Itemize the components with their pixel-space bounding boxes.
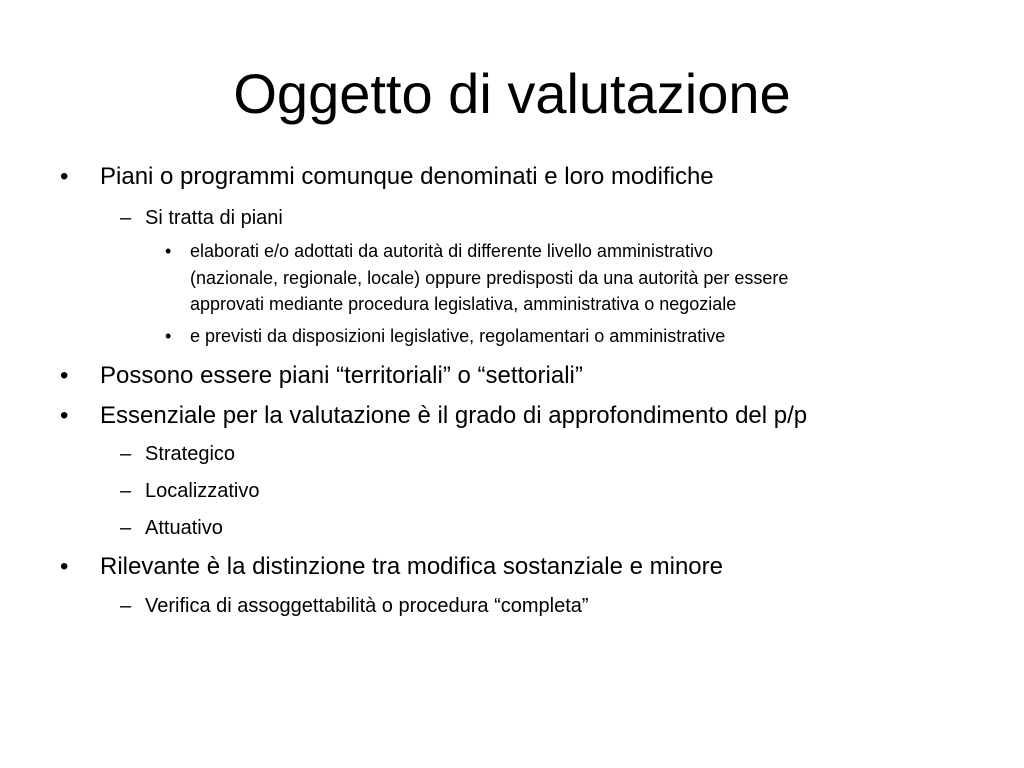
sub-sub-bullet-text: (nazionale, regionale, locale) oppure predisposti da una autorità per essere bbox=[190, 268, 789, 288]
sub-sub-bullet-item bbox=[165, 326, 725, 347]
sub-bullet-text: Si tratta di piani bbox=[145, 207, 283, 229]
bullet-marker: • bbox=[60, 362, 69, 389]
bullet-item bbox=[60, 553, 723, 581]
sub-bullet-item bbox=[120, 479, 260, 503]
sub-sub-bullet-continuation bbox=[190, 268, 788, 289]
slide-title: Oggetto di valutazione bbox=[233, 62, 791, 125]
dash-marker: – bbox=[120, 480, 132, 502]
sub-sub-bullet-text: elaborati e/o adottati da autorità di differente livello amministrativo bbox=[190, 241, 713, 261]
sub-sub-bullet-text: e previsti da disposizioni legislative, regolamentari o amministrative bbox=[190, 326, 726, 346]
bullet-marker: • bbox=[60, 163, 69, 190]
dash-marker: – bbox=[120, 595, 132, 617]
sub-bullet-text: Attuativo bbox=[145, 517, 223, 539]
bullet-item bbox=[60, 402, 807, 430]
sub-bullet-item bbox=[120, 516, 223, 540]
bullet-text: Essenziale per la valutazione è il grado di approfondimento del p/p bbox=[100, 402, 808, 429]
bullet-item bbox=[60, 362, 583, 390]
bullet-marker: • bbox=[165, 326, 172, 346]
bullet-marker: • bbox=[165, 241, 172, 261]
sub-bullet-text: Strategico bbox=[145, 443, 236, 465]
bullet-item bbox=[60, 163, 714, 191]
dash-marker: – bbox=[120, 517, 132, 539]
bullet-text: Possono essere piani “territoriali” o “settoriali” bbox=[100, 362, 583, 389]
sub-sub-bullet-item bbox=[165, 241, 713, 262]
bullet-text: Rilevante è la distinzione tra modifica sostanziale e minore bbox=[100, 553, 723, 580]
sub-sub-bullet-text: approvati mediante procedura legislativa, amministrativa o negoziale bbox=[190, 294, 737, 314]
sub-bullet-item bbox=[120, 206, 283, 230]
sub-bullet-item bbox=[120, 594, 589, 618]
bullet-text: Piani o programmi comunque denominati e loro modifiche bbox=[100, 163, 714, 190]
bullet-marker: • bbox=[60, 553, 69, 580]
dash-marker: – bbox=[120, 207, 132, 229]
dash-marker: – bbox=[120, 443, 132, 465]
sub-sub-bullet-continuation bbox=[190, 294, 736, 315]
sub-bullet-item bbox=[120, 442, 235, 466]
sub-bullet-text: Localizzativo bbox=[145, 480, 260, 502]
bullet-marker: • bbox=[60, 402, 69, 429]
sub-bullet-text: Verifica di assoggettabilità o procedura “completa” bbox=[145, 595, 589, 617]
